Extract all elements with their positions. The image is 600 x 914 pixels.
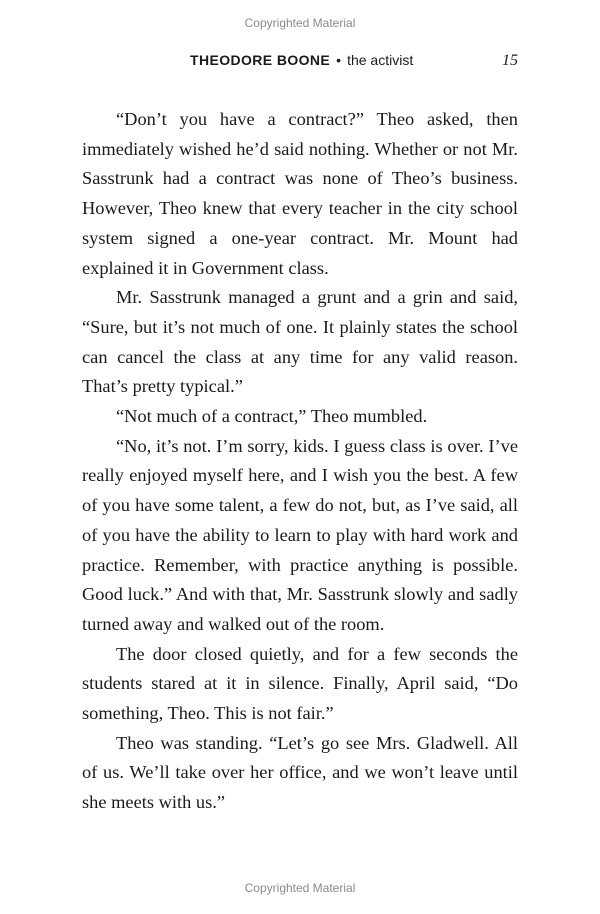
paragraph: The door closed quietly, and for a few seconds the students stared at it in silence. Finally, April said, “Do something, Theo. This is not fair.” bbox=[82, 643, 518, 724]
book-title: THEODORE BOONE bbox=[190, 52, 331, 68]
page-number: 15 bbox=[502, 52, 518, 69]
copyright-watermark-top: Copyrighted Material bbox=[244, 16, 356, 30]
paragraph: “Don’t you have a contract?” Theo asked, then immediately wished he’d said nothing. Whether or not Mr. Sasstrunk had a contract was none of Theo’s business. However, Theo knew that every teacher in the city school system signed a one-year contract. Mr. Mount had explained it in Government class. bbox=[82, 109, 518, 278]
book-subtitle: the activist bbox=[347, 52, 414, 68]
page-body bbox=[82, 105, 518, 818]
header-bullet: • bbox=[336, 52, 342, 68]
running-head bbox=[190, 52, 414, 68]
paragraph: Theo was standing. “Let’s go see Mrs. Gladwell. All of us. We’ll take over her office, and we won’t leave until she meets with us.” bbox=[82, 732, 518, 813]
paragraph: “No, it’s not. I’m sorry, kids. I guess class is over. I’ve really enjoyed myself here, and I wish you the best. A few of you have some talent, a few do not, but, as I’ve said, all of you have the ability to learn to play with hard work and practice. Remember, with practice anything is possible. Good luck.” And with that, Mr. Sasstrunk slowly and sadly turned away and walked out of the room. bbox=[82, 435, 518, 634]
paragraph: “Not much of a contract,” Theo mumbled. bbox=[116, 406, 428, 427]
copyright-watermark-bottom: Copyrighted Material bbox=[244, 881, 356, 895]
paragraph: Mr. Sasstrunk managed a grunt and a grin and said, “Sure, but it’s not much of one. It plainly states the school can cancel the class at any time for any valid reason. That’s pretty typical.” bbox=[82, 287, 518, 397]
